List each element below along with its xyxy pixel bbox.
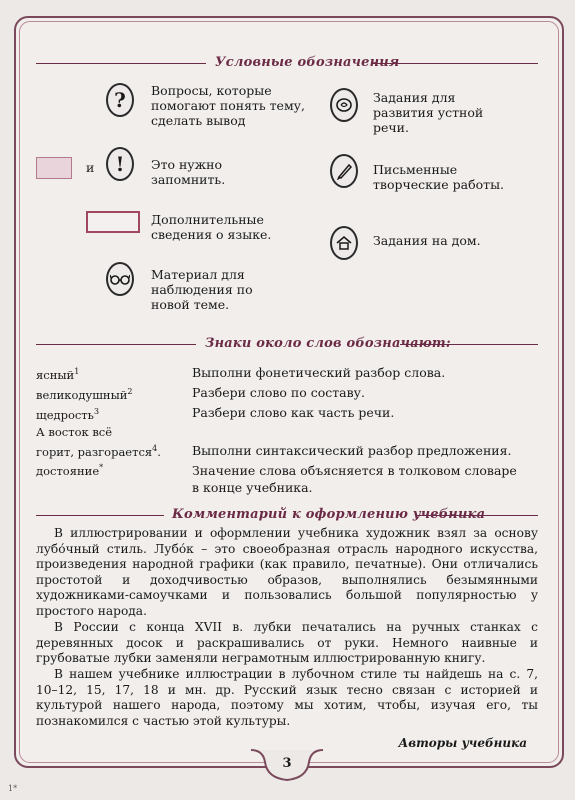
- sign-word-4: А восток всё: [36, 425, 113, 439]
- pen-icon: [330, 154, 358, 188]
- comment-heading: Комментарий к оформлению учебника: [172, 507, 486, 522]
- legend-remember-text: Это нужно запомнить.: [151, 157, 226, 187]
- sign-desc-1: Выполни фонетический разбор слова.: [192, 365, 446, 380]
- legend-heading-rule-left: [36, 63, 206, 64]
- exclamation-icon: [106, 147, 134, 181]
- sign-desc-3: Разбери слово как часть речи.: [192, 405, 395, 420]
- comment-paragraph-2: В России с конца XVII в. лубки печатались на ручных станках с деревянных досок и раскрашивались от руки. Немного наивные и грубоватые лубки заменяли неграмотным иллюстрированную книгу.: [36, 620, 538, 666]
- sign-word-5: горит, разгорается$^4$.: [36, 444, 161, 459]
- legend-oral-text: Задания для развития устной речи.: [373, 90, 484, 135]
- pink-outline-box-symbol: [86, 211, 140, 233]
- glasses-icon: [106, 262, 134, 296]
- legend-questions-text: Вопросы, которые помогают понять тему, сделать вывод: [151, 83, 306, 128]
- speech-icon: [330, 88, 358, 122]
- signs-heading-rule-right: [400, 344, 538, 345]
- comment-paragraph-1: В иллюстрировании и оформлении учебника художник взял за основу лубо́чный стиль. Лубо́к – это своеобразная отрасль народного искусства, произведения народной графики (как правило, печатные). Они отличались простотой и доходчивостью образов, выполнялись безымянными художниками-самоучками и пользовались большой популярностью у простого народа.: [36, 526, 538, 618]
- legend-observation-text: Материал для наблюдения по новой теме.: [151, 267, 253, 312]
- sign-desc-5: Выполни синтаксический разбор предложения.: [192, 443, 512, 458]
- footer-mark: 1*: [8, 784, 18, 793]
- svg-text:?: ?: [114, 89, 126, 111]
- svg-text:!: !: [115, 153, 125, 175]
- legend-homework-text: Задания на дом.: [373, 233, 481, 248]
- sign-word-1: ясный$^1$: [36, 367, 80, 382]
- house-icon: [330, 226, 358, 260]
- sign-desc-6-cont: в конце учебника.: [192, 480, 313, 495]
- pink-box-symbol: [36, 157, 72, 179]
- sign-word-2: великодушный$^2$: [36, 387, 133, 402]
- comment-heading-rule-left: [36, 515, 164, 516]
- sign-word-6: достояние*: [36, 463, 104, 478]
- page-number: 3: [282, 756, 292, 771]
- signs-heading: Знаки около слов обозначают:: [205, 336, 451, 351]
- sign-desc-2: Разбери слово по составу.: [192, 385, 366, 400]
- page-number-tab: [249, 748, 325, 784]
- legend-heading-rule-right: [372, 63, 538, 64]
- question-icon: [106, 83, 134, 117]
- signs-heading-rule-left: [36, 344, 196, 345]
- legend-extra-text: Дополнительные сведения о языке.: [151, 212, 272, 242]
- legend-written-text: Письменные творческие работы.: [373, 162, 504, 192]
- comment-heading-rule-right: [416, 515, 538, 516]
- legend-and-text: и: [86, 160, 95, 175]
- legend-heading: Условные обозначения: [215, 55, 400, 70]
- authors-signature: Авторы учебника: [398, 736, 527, 750]
- sign-desc-6: Значение слова объясняется в толковом словаре: [192, 463, 517, 478]
- sign-word-3: щедрость$^3$: [36, 407, 100, 422]
- comment-paragraph-3: В нашем учебнике иллюстрации в лубочном стиле ты найдешь на с. 7, 10–12, 15, 17, 18 и мн. др. Русский язык тесно связан с историей и культурой нашего народа, поэтому мы хотим, чтобы, изучая его, ты познакомился с частью этой культуры.: [36, 667, 538, 728]
